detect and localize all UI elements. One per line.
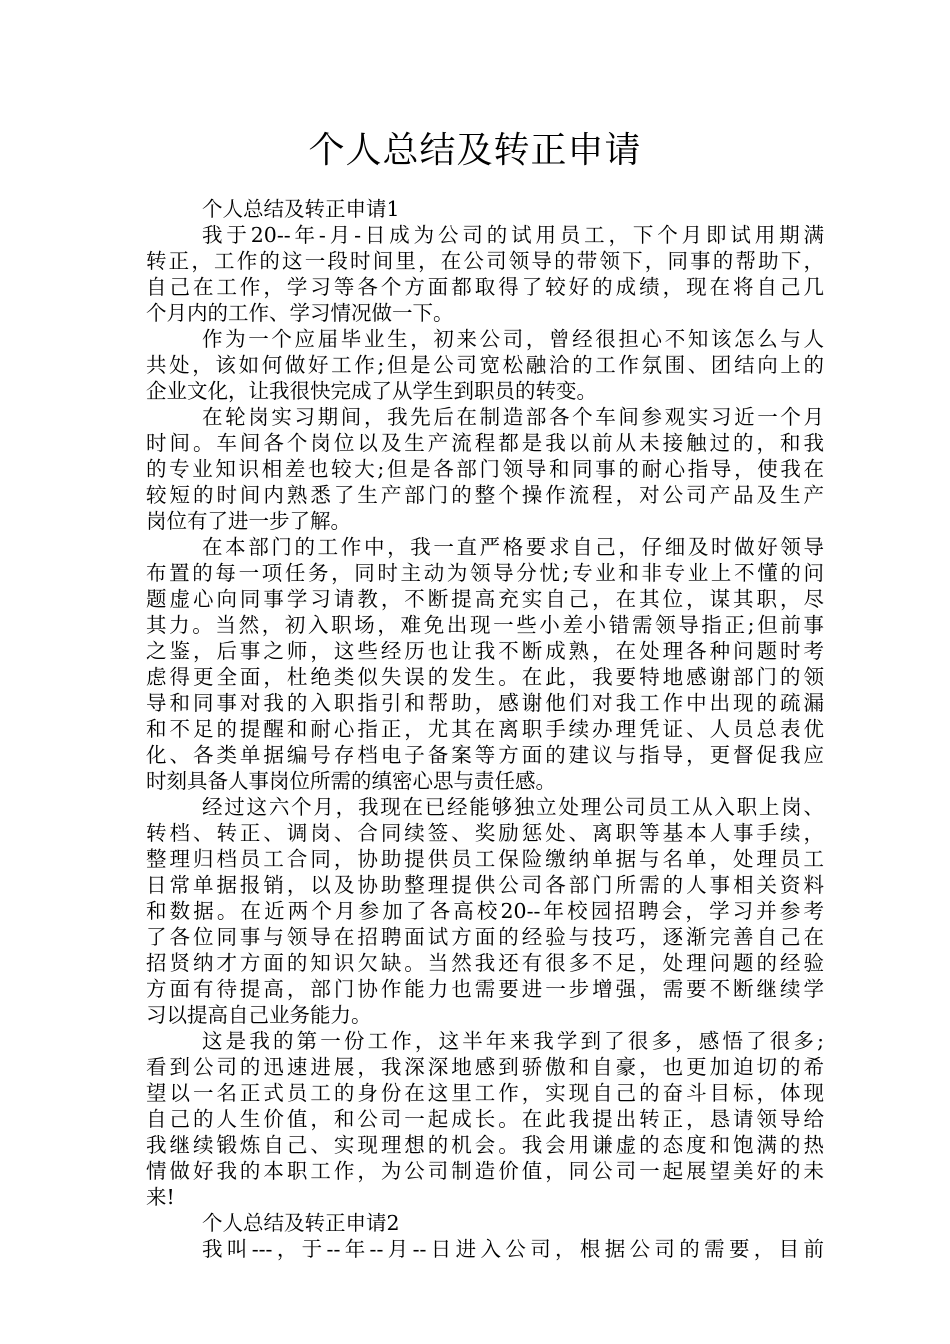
text-line: 作为一个应届毕业生，初来公司，曾经很担心不知该怎么与人: [202, 327, 824, 351]
text-line: 时刻具备人事岗位所需的缜密心思与责任感。: [146, 769, 556, 793]
text-line: 较短的时间内熟悉了生产部门的整个操作流程，对公司产品及生产: [146, 483, 824, 507]
text-line: 经过这六个月，我现在已经能够独立处理公司员工从入职上岗、: [202, 795, 824, 819]
text-line: 之鉴，后事之师，这些经历也让我不断成熟，在处理各种问题时考: [146, 639, 824, 663]
text-line: 在轮岗实习期间，我先后在制造部各个车间参观实习近一个月: [202, 405, 824, 429]
text-line: 看到公司的迅速进展，我深深地感到骄傲和自豪，也更加迫切的希: [146, 1055, 824, 1079]
text-line: 其力。当然，初入职场，难免出现一些小差小错需领导指正;但前事: [146, 613, 824, 637]
text-line: 企业文化，让我很快完成了从学生到职员的转变。: [146, 379, 597, 403]
text-line: 导和同事对我的入职指引和帮助，感谢他们对我工作中出现的疏漏: [146, 691, 824, 715]
text-line: 虑得更全面，杜绝类似失误的发生。在此，我要特地感谢部门的领: [146, 665, 824, 689]
document-body: [146, 196, 824, 1262]
text-line: 时间。车间各个岗位以及生产流程都是我以前从未接触过的，和我: [146, 431, 824, 455]
text-line: 题虚心向同事学习请教，不断提高充实自己，在其位，谋其职，尽: [146, 587, 824, 611]
text-line: 个人总结及转正申请1: [202, 197, 400, 221]
text-line: 个人总结及转正申请2: [202, 1211, 400, 1235]
text-line: 在本部门的工作中，我一直严格要求自己，仔细及时做好领导: [202, 535, 824, 559]
text-line: 共处，该如何做好工作;但是公司宽松融洽的工作氛围、团结向上的: [146, 353, 824, 377]
text-line: 我叫---，于--年--月--日进入公司，根据公司的需要，目前: [202, 1237, 824, 1261]
text-line: 我继续锻炼自己、实现理想的机会。我会用谦虚的态度和饱满的热: [146, 1133, 824, 1157]
text-line: 来!: [146, 1185, 175, 1209]
text-line: 和数据。在近两个月参加了各高校20--年校园招聘会，学习并参考: [146, 899, 824, 923]
text-line: 化、各类单据编号存档电子备案等方面的建议与指导，更督促我应: [146, 743, 824, 767]
document-title: 个人总结及转正申请: [308, 130, 642, 171]
text-line: 招贤纳才方面的知识欠缺。当然我还有很多不足，处理问题的经验: [146, 951, 824, 975]
text-line: 我于20--年-月-日成为公司的试用员工，下个月即试用期满: [202, 223, 824, 247]
text-line: 岗位有了进一步了解。: [146, 509, 351, 533]
text-line: 转正，工作的这一段时间里，在公司领导的带领下，同事的帮助下，: [146, 249, 824, 273]
text-line: 布置的每一项任务，同时主动为领导分忧;专业和非专业上不懂的问: [146, 561, 824, 585]
text-line: 自己在工作，学习等各个方面都取得了较好的成绩，现在将自己几: [146, 275, 824, 299]
text-line: 望以一名正式员工的身份在这里工作，实现自己的奋斗目标，体现: [146, 1081, 824, 1105]
text-line: 情做好我的本职工作，为公司制造价值，同公司一起展望美好的未: [146, 1159, 824, 1183]
text-line: 和不足的提醒和耐心指正，尤其在离职手续办理凭证、人员总表优: [146, 717, 824, 741]
text-line: 整理归档员工合同，协助提供员工保险缴纳单据与名单，处理员工: [146, 847, 824, 871]
text-line: 习以提高自己业务能力。: [146, 1003, 372, 1027]
text-line: 了各位同事与领导在招聘面试方面的经验与技巧，逐渐完善自己在: [146, 925, 824, 949]
text-line: 方面有待提高，部门协作能力也需要进一步增强，需要不断继续学: [146, 977, 824, 1001]
text-line: 日常单据报销，以及协助整理提供公司各部门所需的人事相关资料: [146, 873, 824, 897]
text-line: 自己的人生价值，和公司一起成长。在此我提出转正，恳请领导给: [146, 1107, 824, 1131]
text-line: 这是我的第一份工作，这半年来我学到了很多，感悟了很多;: [202, 1029, 824, 1053]
text-line: 转档、转正、调岗、合同续签、奖励惩处、离职等基本人事手续，: [146, 821, 824, 845]
text-line: 的专业知识相差也较大;但是各部门领导和同事的耐心指导，使我在: [146, 457, 824, 481]
text-line: 个月内的工作、学习情况做一下。: [146, 301, 454, 325]
